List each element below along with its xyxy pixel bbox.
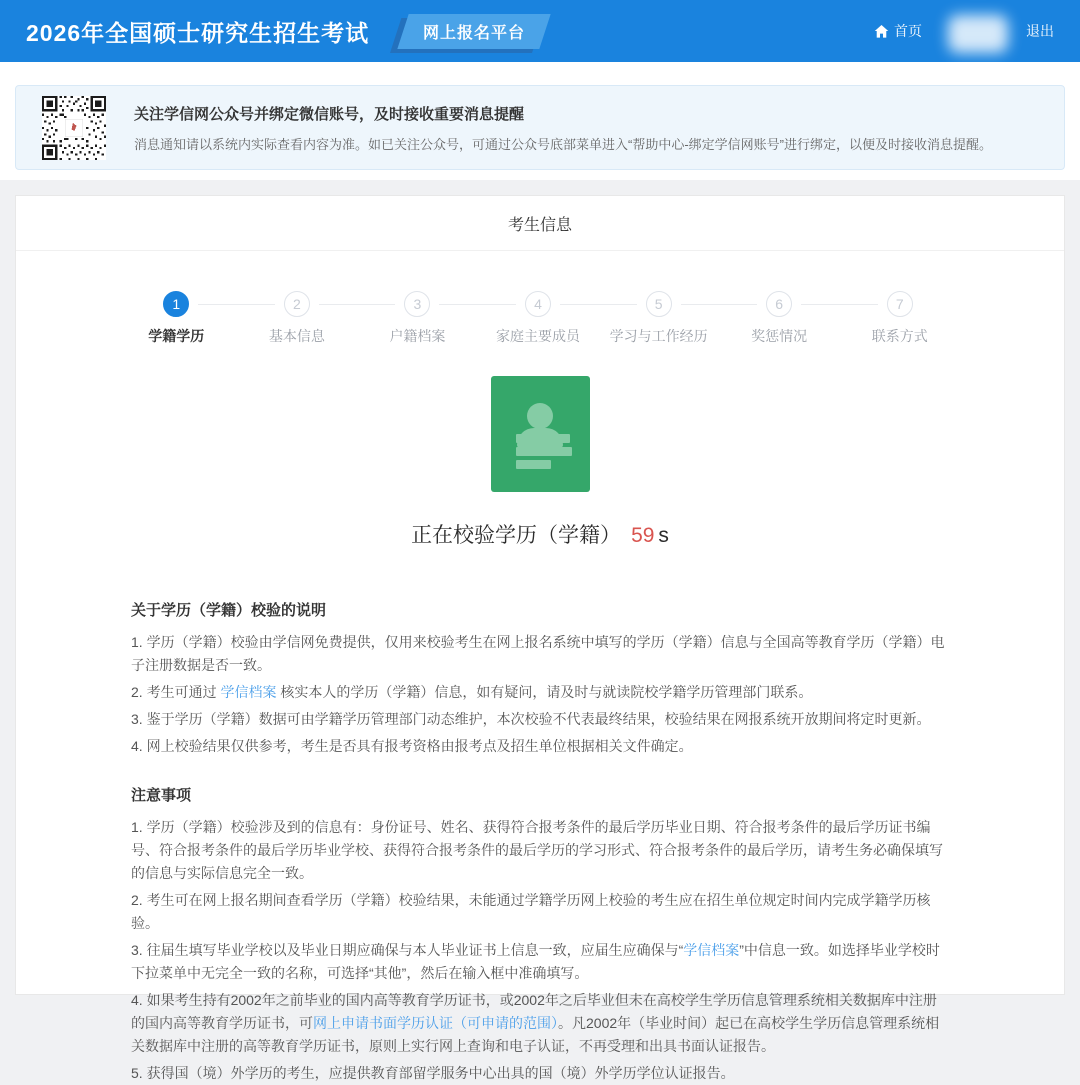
user-avatar[interactable] <box>948 15 1008 53</box>
note-item-1: 1. 学历（学籍）校验涉及到的信息有：身份证号、姓名、获得符合报考条件的最后学历毕业日期、符合报考条件的最后学历证书编号、符合报考条件的最后学历毕业学校、获得符合报考条件的最后学历的学习形式、符合报考条件的最后学历，请考生务必确保填写的信息与实际信息完全一致。 <box>131 819 943 881</box>
step-study-work[interactable]: 5 学习与工作经历 <box>598 291 719 346</box>
home-label: 首页 <box>894 23 922 39</box>
step-wizard <box>116 291 960 346</box>
xuexin-archive-link-2[interactable]: 学信档案 <box>683 942 740 958</box>
xuexin-archive-link[interactable]: 学信档案 <box>220 684 277 700</box>
verification-explanation-section <box>131 599 949 758</box>
qr-code <box>42 96 106 160</box>
step-rewards-punishments[interactable]: 6 奖惩情况 <box>719 291 840 346</box>
checking-text: 正在校验学历（学籍） <box>411 524 622 547</box>
note-item-4: 4. 如果考生持有2002年之前毕业的国内高等教育学历证书，或2002年之后毕业但未在高校学生学历信息管理系统相关数据库中注册的国内高等教育学历证书，可网上申请书面学历认证（可申请的范围）。凡2002年（毕业时间）起已在高校学生学历信息管理系统相关数据库中注册的高等教育学历证书，原则上实行网上查询和电子认证，不再受理和出具书面认证报告。 <box>131 992 940 1054</box>
section-heading-notes: 注意事项 <box>131 787 192 804</box>
explanation-item-2: 2. 考生可通过 学信档案 核实本人的学历（学籍）信息，如有疑问，请及时与就读院校学籍学历管理部门联系。 <box>131 684 813 700</box>
countdown-seconds: 59 <box>631 524 655 547</box>
info-sections <box>16 599 1064 1085</box>
home-button[interactable] <box>874 21 922 41</box>
countdown-unit: s <box>658 524 669 547</box>
notes-section <box>131 784 949 1085</box>
app-header <box>0 0 1080 62</box>
checking-status <box>16 519 1064 549</box>
explanation-item-1: 1. 学历（学籍）校验由学信网免费提供，仅用来校验考生在网上报名系统中填写的学历（学籍）信息与全国高等教育学历（学籍）电子注册数据是否一致。 <box>131 634 945 673</box>
note-item-5: 5. 获得国（境）外学历的考生，应提供教育部留学服务中心出具的国（境）外学历学位认证报告。 <box>131 1065 735 1081</box>
step-family-members[interactable]: 4 家庭主要成员 <box>478 291 599 346</box>
candidate-info-card <box>15 195 1065 1081</box>
logout-button[interactable]: 退出 <box>1026 23 1054 39</box>
id-card-icon <box>491 376 590 492</box>
step-contact[interactable]: 7 联系方式 <box>839 291 960 346</box>
notice-subtitle: 消息通知请以系统内实际查看内容为准。如已关注公众号，可通过公众号底部菜单进入“帮助中心-绑定学信网账号”进行绑定，以便及时接收消息提醒。 <box>134 136 992 152</box>
person-head-icon <box>527 403 553 429</box>
step-household-archive[interactable]: 3 户籍档案 <box>357 291 478 346</box>
top-section <box>0 62 1080 180</box>
notice-title: 关注学信网公众号并绑定微信账号，及时接收重要消息提醒 <box>134 105 525 123</box>
note-item-2: 2. 考生可在网上报名期间查看学历（学籍）校验结果，未能通过学籍学历网上校验的考生应在招生单位规定时间内完成学籍学历核验。 <box>131 892 931 931</box>
step-basic-info[interactable]: 2 基本信息 <box>237 291 358 346</box>
platform-badge: 网上报名平台 <box>397 14 550 49</box>
applicable-scope-link[interactable]: （可申请的范围） <box>453 1015 558 1031</box>
section-heading-explanation: 关于学历（学籍）校验的说明 <box>131 602 327 619</box>
card-title: 考生信息 <box>16 196 1064 251</box>
header-actions <box>874 12 1054 50</box>
explanation-item-3: 3. 鉴于学历（学籍）数据可由学籍学历管理部门动态维护，本次校验不代表最终结果，校验结果在网报系统开放期间将定时更新。 <box>131 711 931 727</box>
wechat-notice-banner <box>15 85 1065 170</box>
home-icon <box>874 24 889 39</box>
explanation-item-4: 4. 网上校验结果仅供参考，考生是否具有报考资格由报考点及招生单位根据相关文件确定。 <box>131 738 693 754</box>
page-title: 2026年全国硕士研究生招生考试 <box>26 19 370 46</box>
notice-texts <box>134 103 992 153</box>
step-xueji-xueli[interactable]: 1 学籍学历 <box>116 291 237 346</box>
note-item-3: 3. 往届生填写毕业学校以及毕业日期应确保与本人毕业证书上信息一致，应届生应确保与“学信档案”中信息一致。如选择毕业学校时下拉菜单中无完全一致的名称，可选择“其他”，然后在输入框中准确填写。 <box>131 942 940 981</box>
paper-certification-link[interactable]: 网上申请书面学历认证 <box>313 1015 453 1031</box>
